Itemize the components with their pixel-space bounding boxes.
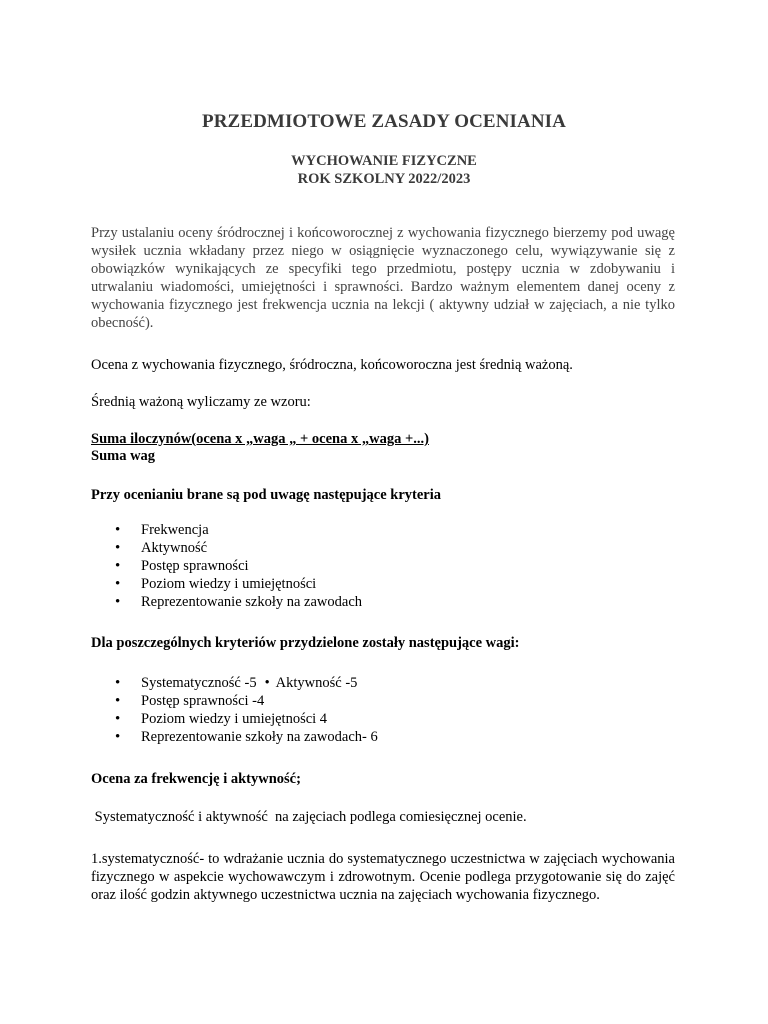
bullet-icon: • [264,675,270,691]
bullet-icon: • [115,711,121,727]
school-year-subtitle: ROK SZKOLNY 2022/2023 [297,171,471,187]
attendance-line: Systematyczność i aktywność na zajęciach podlega comiesięcznej ocenie. [91,809,527,825]
weights-list [91,674,378,746]
bullet-icon: • [115,729,121,745]
list-item: • Reprezentowanie szkoły na zawodach- 6 [115,729,378,745]
bullet-icon: • [115,540,121,556]
formula-intro: Średnią ważoną wyliczamy ze wzoru: [91,394,311,410]
formula-denominator: Suma wag [91,448,156,464]
systematic-paragraph: 1.systematyczność- to wdrażanie ucznia do systematycznego uczestnictwa w zajęciach wychowania fizycznego w aspekcie wychowawczym i zdrowotnym. Ocenie podlega przygotowanie się do zajęć oraz ilość godzin aktywnego uczestnictwa ucznia na zajęciach wychowania fizycznego. [91,851,675,903]
intro-paragraph: Przy ustalaniu oceny śródrocznej i końcoworocznej z wychowania fizycznego bierzemy pod uwagę wysiłek ucznia wkładany przez niego w osiągnięcie wyznaczonego celu, wywiązywanie się z obowiązków wynikających ze specyfiki tego przedmiotu, postępy ucznia w zdobywaniu i utrwalaniu wiadomości, umiejętności i sprawności. Bardzo ważnym elementem danej oceny z wychowania fizycznego jest frekwencja ucznia na lekcji ( aktywny udział w zajęciach, a nie tylko obecność). [91,225,675,331]
weights-heading: Dla poszczególnych kryteriów przydzielone zostały następujące wagi: [91,635,520,651]
bullet-icon: • [115,594,121,610]
criteria-heading: Przy ocenianiu brane są pod uwagę następujące kryteria [91,487,441,503]
weighted-average-line: Ocena z wychowania fizycznego, śródroczna, końcoworoczna jest średnią ważoną. [91,357,573,373]
list-item: • Systematyczność -5 • Aktywność -5 [115,675,358,691]
list-item: • Reprezentowanie szkoły na zawodach [115,594,363,610]
bullet-icon: • [115,522,121,538]
document-title: PRZEDMIOTOWE ZASADY OCENIANIA [202,111,566,132]
criteria-list [91,521,362,611]
list-item: • Postęp sprawności [115,558,249,574]
subject-subtitle: WYCHOWANIE FIZYCZNE [291,153,477,169]
list-item: • Poziom wiedzy i umiejętności [115,576,317,592]
attendance-heading: Ocena za frekwencję i aktywność; [91,771,301,787]
list-item: • Aktywność [115,540,208,556]
formula-numerator: Suma iloczynów(ocena x „waga „ + ocena x „waga +...) [91,431,429,447]
list-item: • Frekwencja [115,522,209,538]
bullet-icon: • [115,576,121,592]
list-item: • Postęp sprawności -4 [115,693,265,709]
bullet-icon: • [115,675,121,691]
list-item: • Poziom wiedzy i umiejętności 4 [115,711,328,727]
bullet-icon: • [115,558,121,574]
bullet-icon: • [115,693,121,709]
